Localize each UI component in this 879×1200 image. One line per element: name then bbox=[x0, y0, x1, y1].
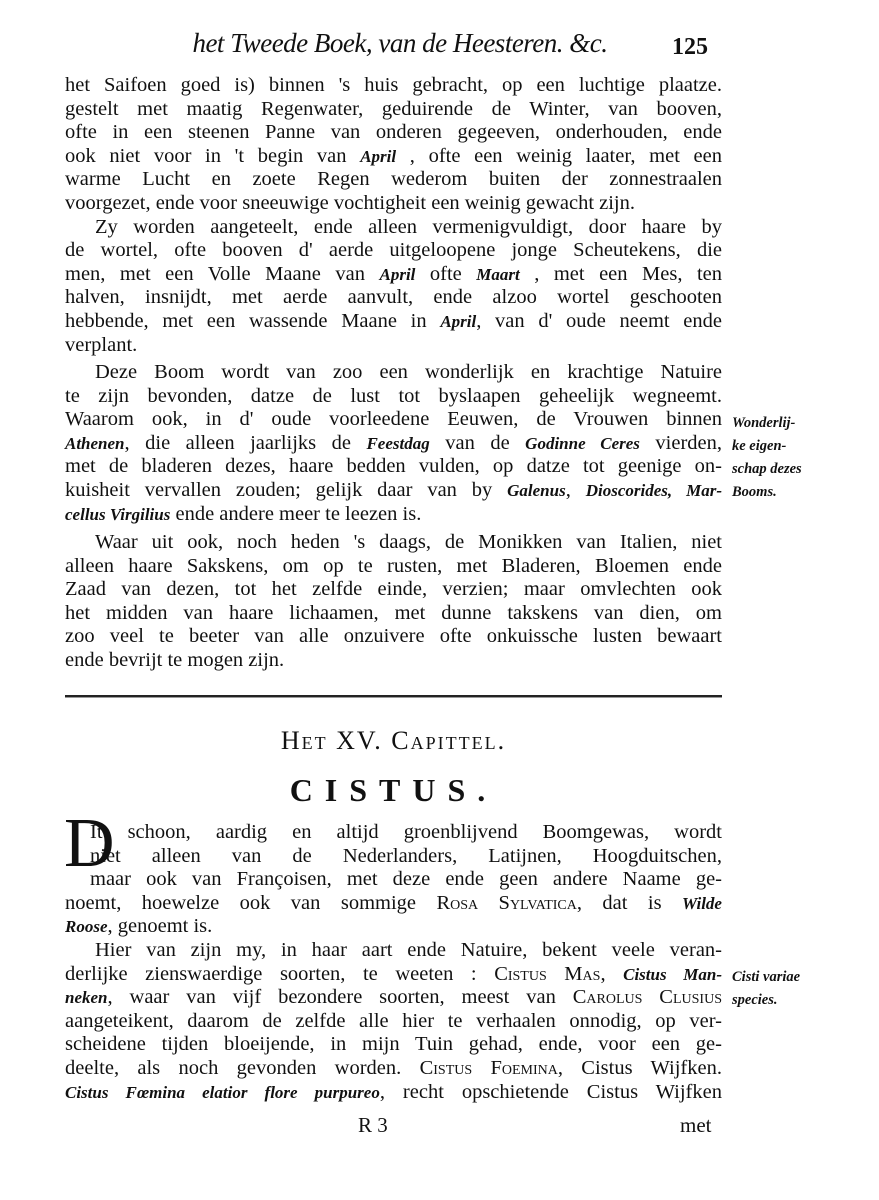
text-segment: It schoon, aardig en altijd groenblijvend Boomgewas, wordt bbox=[90, 821, 722, 843]
text-segment: gestelt met maatig Regenwater, geduirende de Winter, van booven, bbox=[65, 97, 722, 120]
drop-cap: D bbox=[64, 805, 115, 882]
text-line bbox=[65, 239, 722, 263]
text-line bbox=[65, 649, 722, 673]
italic-text: neken bbox=[65, 988, 108, 1008]
text-segment: het Saifoen goed is) binnen 's huis gebracht, op een luchtige plaatze. bbox=[65, 74, 722, 96]
margin-note-line: schap dezes bbox=[732, 461, 802, 477]
italic-text: Godinne Ceres bbox=[525, 433, 640, 453]
italic-text: April bbox=[360, 146, 397, 166]
text-segment: Zaad van dezen, tot het zelfde einde, verzien; maar omvlechten ook bbox=[65, 578, 722, 601]
margin-note-line: Cisti variae bbox=[732, 969, 801, 985]
text-segment: Waar uit ook, noch heden 's daags, de Monikken van Italien, niet bbox=[95, 531, 722, 553]
text-line bbox=[65, 192, 722, 216]
italic-text: Wilde bbox=[682, 893, 722, 913]
text-line bbox=[65, 503, 722, 527]
text-segment: , genoemt is. bbox=[107, 915, 213, 938]
text-segment: zoo veel te beeter van alle onzuivere ofte onkuissche lusten bewaart bbox=[65, 625, 722, 648]
text-segment: , recht opschietende Cistus Wijfken bbox=[379, 1080, 722, 1103]
text-segment: alleen haare Sakskens, om op te rusten, met Bladeren, Bloemen ende bbox=[65, 554, 722, 577]
text-segment: niet alleen van de Nederlanders, Latijnen, Hoogduitschen, bbox=[90, 844, 722, 867]
catchword: met bbox=[680, 1113, 712, 1137]
text-segment: noemt, hoewelze ook van sommige bbox=[65, 891, 437, 914]
text-line bbox=[65, 868, 722, 892]
text-segment: hebbende, met een wassende Maane in bbox=[65, 309, 441, 332]
small-caps-text: Carolus Clusius bbox=[572, 986, 722, 1009]
text-line bbox=[65, 531, 722, 555]
margin-note-cisti bbox=[732, 966, 800, 1012]
text-segment: de wortel, ofte booven d' aerde uitgeloopene jonge Scheutekens, die bbox=[65, 239, 722, 262]
margin-note-line: Booms. bbox=[732, 484, 777, 500]
italic-text: Galenus bbox=[507, 480, 566, 500]
text-segment: deelte, als noch gevonden worden. bbox=[65, 1056, 420, 1079]
page-number: 125 bbox=[672, 34, 708, 60]
paragraph-block-4 bbox=[65, 821, 722, 1104]
text-line bbox=[65, 479, 722, 503]
text-segment: Zy worden aangeteelt, ende alleen vermenigvuldigt, door haare by bbox=[95, 215, 722, 238]
text-line bbox=[65, 986, 722, 1010]
text-line bbox=[65, 821, 722, 845]
text-segment: vierden, bbox=[639, 431, 722, 454]
chapter-title: CISTUS. bbox=[289, 772, 498, 808]
text-line bbox=[65, 939, 722, 963]
text-line bbox=[65, 455, 722, 479]
text-line bbox=[65, 361, 722, 385]
text-line bbox=[65, 216, 722, 240]
italic-text: Roose bbox=[65, 917, 108, 937]
text-segment: ende andere meer te leezen is. bbox=[170, 502, 422, 525]
text-segment: van de bbox=[429, 431, 526, 454]
text-segment: warme Lucht en zoete Regen wederom buiten der zonnestraalen bbox=[65, 168, 722, 191]
text-line bbox=[65, 408, 722, 432]
text-segment: ofte in een steenen Panne van onderen gegeeven, onderhouden, ende bbox=[65, 121, 722, 144]
paragraph-block-3 bbox=[65, 531, 722, 673]
text-segment: Hier van zijn my, in haar aart ende Natuire, bekent veele veran- bbox=[95, 938, 722, 961]
text-line bbox=[65, 963, 722, 987]
italic-text: April bbox=[379, 264, 416, 284]
text-line bbox=[65, 263, 722, 287]
running-head: het Tweede Boek, van de Heesteren. &c. bbox=[192, 28, 608, 58]
italic-text: Feestdag bbox=[366, 433, 430, 453]
italic-text: Dioscorides, Mar- bbox=[585, 480, 722, 500]
text-line bbox=[65, 98, 722, 122]
text-segment: te zijn bevonden, datze de lust tot byslaapen geheelijk wegneemt. bbox=[65, 384, 722, 407]
text-segment: men, met een Volle Maane van bbox=[65, 262, 380, 285]
margin-note-line: ke eigen- bbox=[732, 438, 787, 454]
text-segment: derlijke zienswaerdige soorten, te weeten : bbox=[65, 962, 495, 985]
text-line bbox=[65, 385, 722, 409]
text-segment: , waar van vijf bezondere soorten, meest van bbox=[107, 986, 573, 1009]
margin-note-line: Wonderlij- bbox=[732, 415, 796, 431]
text-segment: ook niet voor in 't begin van bbox=[65, 144, 361, 167]
text-line bbox=[65, 1057, 722, 1081]
text-segment: , bbox=[600, 962, 624, 985]
italic-text: Maart bbox=[476, 264, 520, 284]
small-caps-text: Cistus Foemina bbox=[419, 1056, 558, 1079]
signature-mark: R 3 bbox=[358, 1113, 388, 1137]
text-segment: , ofte een weinig laater, met een bbox=[396, 144, 723, 167]
text-line bbox=[65, 121, 722, 145]
text-line bbox=[65, 168, 722, 192]
paragraph-block-1 bbox=[65, 74, 722, 357]
margin-note-wonderlijk bbox=[732, 412, 802, 504]
text-line bbox=[65, 602, 722, 626]
text-line bbox=[65, 145, 722, 169]
text-segment: met de bladeren dezes, haare bedden vulden, op datze tot geenige on- bbox=[65, 455, 722, 478]
text-segment: ofte bbox=[415, 262, 477, 285]
text-line bbox=[65, 334, 722, 358]
text-segment: , bbox=[565, 478, 586, 501]
italic-text: Cistus Fœmina elatior flore purpureo bbox=[65, 1082, 380, 1102]
chapter-heading: Het XV. Capittel. bbox=[280, 726, 507, 755]
text-line bbox=[65, 310, 722, 334]
text-line bbox=[65, 578, 722, 602]
text-line bbox=[65, 1010, 722, 1034]
text-segment: , met een Mes, ten bbox=[519, 262, 722, 285]
text-segment: het midden van haare lichaamen, met dunne takskens van dien, om bbox=[65, 601, 722, 624]
paragraph-block-2 bbox=[65, 361, 722, 526]
small-caps-text: Cistus Mas bbox=[494, 962, 601, 985]
small-caps-text: Rosa Sylvatica bbox=[436, 891, 577, 914]
text-line bbox=[65, 1033, 722, 1057]
text-segment: verplant. bbox=[65, 333, 138, 356]
text-line bbox=[65, 74, 722, 98]
text-segment: ende bevrijt te mogen zijn. bbox=[65, 648, 285, 671]
section-divider bbox=[65, 695, 722, 698]
margin-note-line: species. bbox=[732, 992, 778, 1008]
italic-text: April bbox=[440, 311, 477, 331]
text-segment: , dat is bbox=[576, 891, 682, 914]
text-segment: kuisheit vervallen zouden; gelijk daar van by bbox=[65, 478, 508, 501]
italic-text: Cistus Man- bbox=[623, 964, 723, 984]
text-segment: maar ook van Françoisen, met deze ende geen andere Naame ge- bbox=[90, 868, 722, 891]
text-segment: Waarom ook, in d' oude voorleedene Eeuwen, de Vrouwen binnen bbox=[65, 408, 722, 431]
text-segment: aangeteikent, daarom de zelfde alle hier te verhaalen onnodig, op ver- bbox=[65, 1009, 722, 1032]
text-line bbox=[65, 1081, 722, 1105]
text-segment: Deze Boom wordt van zoo een wonderlijk en krachtige Natuire bbox=[95, 361, 722, 383]
text-line bbox=[65, 432, 722, 456]
text-line bbox=[65, 845, 722, 869]
text-segment: scheidene tijden bloeijende, in mijn Tuin gehad, ende, voor een ge- bbox=[65, 1033, 722, 1056]
italic-text: Athenen bbox=[65, 433, 125, 453]
text-line bbox=[65, 286, 722, 310]
text-segment: , van d' oude neemt ende bbox=[476, 309, 722, 332]
text-line bbox=[65, 892, 722, 916]
text-line bbox=[65, 555, 722, 579]
text-segment: , die alleen jaarlijks de bbox=[124, 431, 367, 454]
text-line bbox=[65, 915, 722, 939]
text-segment: voorgezet, ende voor sneeuwige vochtigheit een weinig gewacht zijn. bbox=[65, 191, 636, 214]
italic-text: cellus Virgilius bbox=[65, 504, 171, 524]
text-line bbox=[65, 625, 722, 649]
text-segment: , Cistus Wijfken. bbox=[557, 1056, 722, 1079]
text-segment: halven, insnijdt, met aerde aanvult, ende alzoo wortel geschooten bbox=[65, 286, 722, 309]
